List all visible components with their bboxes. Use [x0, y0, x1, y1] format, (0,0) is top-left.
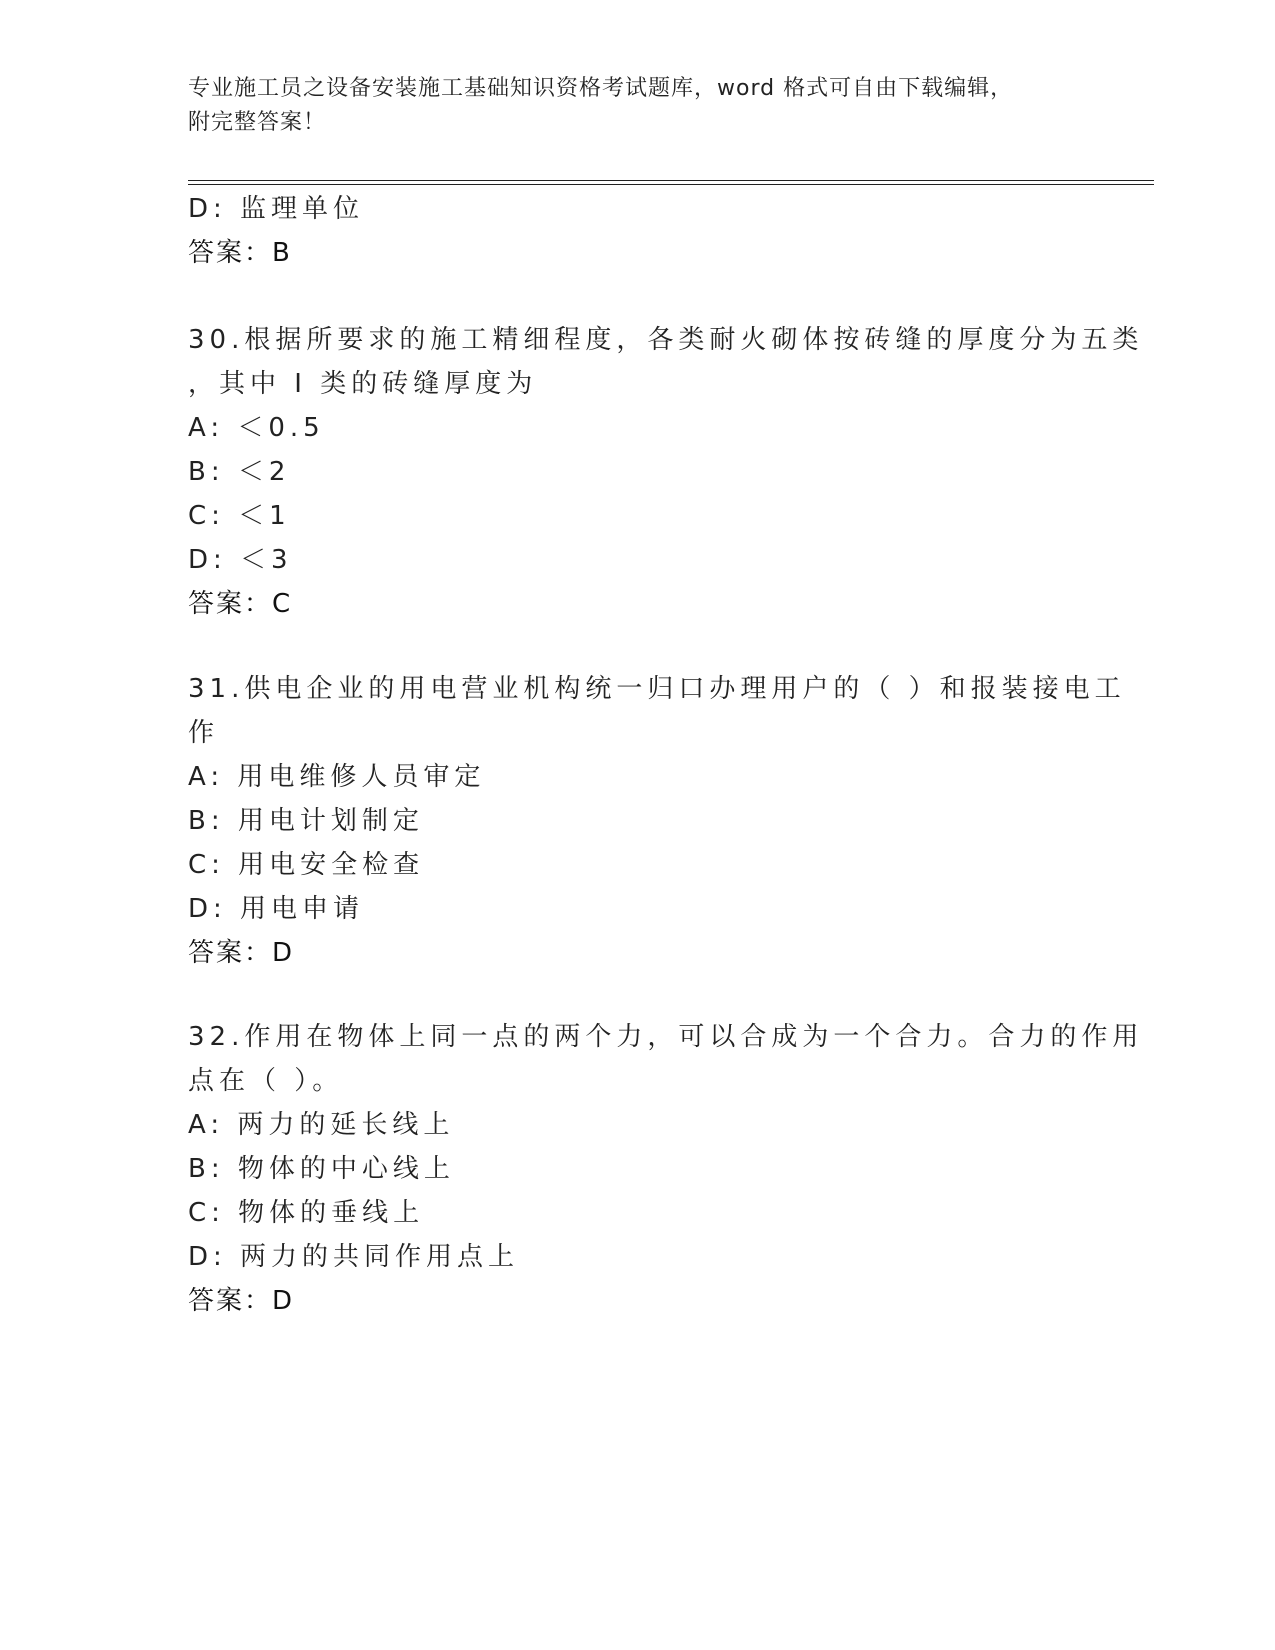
header-divider-top — [188, 180, 1154, 181]
question-31-option-b: B: 用电计划制定 — [188, 806, 424, 836]
question-32-stem-line-2: 点在（ ）。 — [188, 1066, 344, 1096]
question-32-answer — [188, 1284, 294, 1318]
prev-option-d: D: 监理单位 — [188, 194, 365, 224]
document-header — [188, 72, 1068, 140]
answer-label: 答案： — [188, 1286, 273, 1316]
question-32-option-d: D: 两力的共同作用点上 — [188, 1242, 520, 1272]
question-30-option-a: A: ＜0.5 — [188, 413, 325, 443]
question-32-option-a: A: 两力的延长线上 — [188, 1110, 455, 1140]
question-30-option-b: B: ＜2 — [188, 457, 291, 487]
question-30-stem-line-1: 30.根据所要求的施工精细程度，各类耐火砌体按砖缝的厚度分为五类 — [188, 325, 1144, 355]
answer-value: C — [272, 589, 293, 619]
question-31-stem-line-1: 31.供电企业的用电营业机构统一归口办理用户的（ ）和报装接电工 — [188, 674, 1126, 704]
answer-value: D — [272, 938, 295, 968]
question-32-option-c: C: 物体的垂线上 — [188, 1198, 425, 1228]
question-32-option-b: B: 物体的中心线上 — [188, 1154, 455, 1184]
question-30-answer — [188, 587, 292, 621]
answer-label: 答案： — [188, 589, 273, 619]
question-30-option-d: D: ＜3 — [188, 545, 293, 575]
question-31-stem-line-2: 作 — [188, 718, 220, 748]
header-line-2: 附完整答案！ — [188, 110, 327, 135]
answer-value: D — [272, 1286, 295, 1316]
prev-answer — [188, 236, 292, 270]
header-line-1: 专业施工员之设备安装施工基础知识资格考试题库，word 格式可自由下载编辑， — [188, 76, 1014, 101]
header-divider-bottom — [188, 184, 1154, 185]
question-30-stem-line-2: ，其中 I 类的砖缝厚度为 — [188, 369, 538, 399]
question-31-option-c: C: 用电安全检查 — [188, 850, 425, 880]
question-31-answer — [188, 936, 294, 970]
answer-label: 答案： — [188, 238, 273, 268]
answer-label: 答案： — [188, 938, 273, 968]
question-31-option-a: A: 用电维修人员审定 — [188, 762, 486, 792]
question-30-option-c: C: ＜1 — [188, 501, 291, 531]
answer-value: B — [272, 238, 292, 268]
question-31-option-d: D: 用电申请 — [188, 894, 365, 924]
question-32-stem-line-1: 32.作用在物体上同一点的两个力，可以合成为一个合力。合力的作用 — [188, 1022, 1144, 1052]
